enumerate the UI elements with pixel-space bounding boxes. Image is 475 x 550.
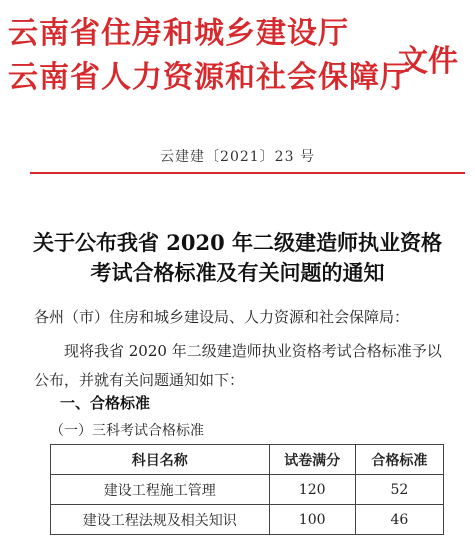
table-header-cell: 合格标准 — [355, 445, 443, 475]
title-line-1: 关于公布我省 2020 年二级建造师执业资格 — [32, 230, 443, 255]
table-cell: 120 — [269, 475, 355, 505]
red-divider-line — [30, 172, 465, 174]
table-cell: 52 — [355, 475, 443, 505]
table-cell: 建设工程法规及相关知识 — [51, 505, 270, 535]
document-number: 云建建〔2021〕23 号 — [160, 149, 315, 165]
table-cell: 建设工程施工管理 — [51, 475, 270, 505]
issuer-line-2: 云南省人力资源和社会保障厅 — [8, 60, 411, 95]
table-row — [51, 475, 444, 505]
document-title — [0, 228, 475, 288]
table-header-cell: 科目名称 — [51, 445, 270, 475]
table-cell: 46 — [355, 505, 443, 535]
addressee: 各州（市）住房和城乡建设局、人力资源和社会保障局： — [34, 308, 410, 326]
table-header-row — [51, 445, 444, 475]
issuer-line-1: 云南省住房和城乡建设厅 — [8, 16, 349, 51]
title-line-2: 考试合格标准及有关问题的通知 — [90, 260, 385, 285]
doc-type-label: 文件 — [398, 44, 458, 79]
table-header-cell: 试卷满分 — [269, 445, 355, 475]
table-row — [51, 505, 444, 535]
document-header — [0, 0, 475, 110]
body-paragraph-1: 现将我省 2020 年二级建造师执业资格考试合格标准予以公布，并就有关问题通知如下： — [34, 342, 442, 389]
passing-scores-table — [50, 444, 444, 535]
subsection-heading-1: （一）三科考试合格标准 — [50, 423, 204, 439]
table-cell: 100 — [269, 505, 355, 535]
section-heading-1: 一、合格标准 — [60, 394, 151, 412]
